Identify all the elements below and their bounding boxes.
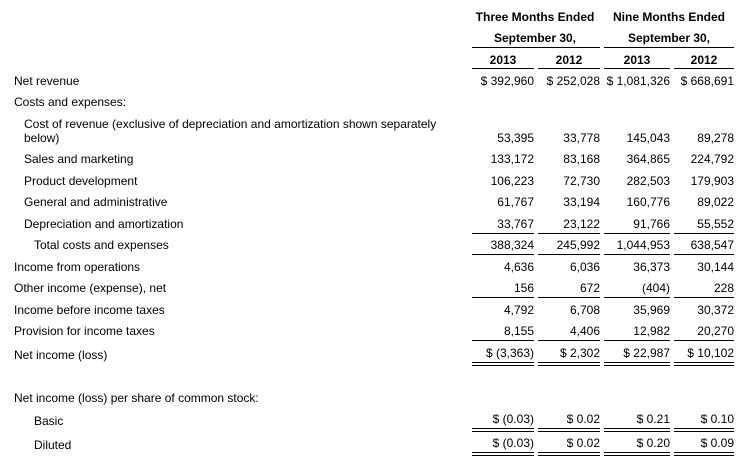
year-header: 2013 [489,53,517,67]
year-rule [472,68,534,69]
cell-value: 83,168 [563,152,600,166]
three-months-header: Three Months Ended [475,10,595,24]
cell-value: 388,324 [490,238,534,252]
cell-value: 179,903 [690,174,734,188]
cell-value: 36,373 [633,260,670,274]
subtotal-rule [538,340,600,341]
cell-value: $ 0.02 [566,412,600,426]
cell-value: 6,036 [569,260,600,274]
cell-value: 30,372 [697,303,734,317]
cell-value: 4,636 [503,260,534,274]
row-label: Sales and marketing [24,152,134,166]
year-rule [674,68,734,69]
row-label: Income before income taxes [14,303,165,317]
cell-value: 89,278 [697,131,734,145]
total-double-rule [674,362,734,366]
row-label: Total costs and expenses [34,238,169,252]
subtotal-rule [472,297,534,298]
cell-value: 145,043 [626,131,670,145]
cell-value: $ (3,363) [485,346,534,360]
cell-value: $ 0.02 [566,436,600,450]
cell-value: 228 [713,281,734,295]
cell-value: 91,766 [633,217,670,231]
cell-value: $ 1,081,326 [606,74,670,88]
cell-value: $ 0.21 [636,412,670,426]
subtotal-rule [472,340,534,341]
three-months-period: September 30, [493,31,577,45]
total-double-rule [472,362,534,366]
subtotal-rule [674,297,734,298]
subtotal-rule [604,233,670,234]
row-label: General and administrative [24,195,168,209]
total-double-rule [538,362,600,366]
year-rule [604,68,670,69]
cell-value: $ 22,987 [623,346,670,360]
cell-value: 4,792 [503,303,534,317]
total-double-rule [674,428,734,432]
cell-value: $ 0.09 [700,436,734,450]
cell-value: $ 0.20 [636,436,670,450]
cell-value: 672 [579,281,600,295]
cell-value: 156 [513,281,534,295]
subtotal-rule [538,297,600,298]
row-label: Product development [24,174,138,188]
cell-value: 224,792 [690,152,734,166]
cell-value: 33,767 [497,217,534,231]
section-label: Costs and expenses: [14,95,127,109]
cell-value: 72,730 [563,174,600,188]
cell-value: 8,155 [503,324,534,338]
subtotal-rule [604,297,670,298]
subtotal-rule [538,254,600,255]
cell-value: 364,865 [626,152,670,166]
cell-value: 106,223 [490,174,534,188]
cell-value: 53,395 [497,131,534,145]
subtotal-rule [538,233,600,234]
subtotal-rule [604,340,670,341]
cell-value: 33,778 [563,131,600,145]
total-double-rule [538,452,600,456]
subtotal-rule [472,254,534,255]
cell-value: 35,969 [633,303,670,317]
cell-value: $ 668,691 [680,74,734,88]
total-double-rule [674,452,734,456]
subtotal-rule [674,254,734,255]
cell-value: 638,547 [690,238,734,252]
row-label: Other income (expense), net [14,281,167,295]
subtotal-rule [674,340,734,341]
cell-value: 55,552 [697,217,734,231]
cell-value: 30,144 [697,260,734,274]
total-double-rule [472,428,534,432]
cell-value: 245,992 [556,238,600,252]
total-double-rule [472,452,534,456]
cell-value: $ (0.03) [492,436,534,450]
year-header: 2012 [555,53,583,67]
subtotal-rule [674,233,734,234]
total-double-rule [604,452,670,456]
cell-value: 89,022 [697,195,734,209]
cell-value: 1,044,953 [616,238,670,252]
header-rule [472,47,600,48]
row-label: Net revenue [14,74,80,88]
header-rule [604,47,734,48]
cell-value: $ 392,960 [480,74,534,88]
cell-value: 160,776 [626,195,670,209]
cell-value: 20,270 [697,324,734,338]
cell-value: 33,194 [563,195,600,209]
row-label: Provision for income taxes [14,324,155,338]
row-label: Basic [34,414,64,428]
cell-value: 61,767 [497,195,534,209]
cell-value: $ 252,028 [546,74,600,88]
cell-value: $ (0.03) [492,412,534,426]
year-header: 2013 [623,53,651,67]
row-label: Net income (loss) [14,348,108,362]
cell-value: 12,982 [633,324,670,338]
cell-value: $ 10,102 [687,346,734,360]
year-header: 2012 [690,53,718,67]
section-label: Net income (loss) per share of common stock: [14,391,259,405]
cell-value: 282,503 [626,174,670,188]
cell-value: (404) [641,281,670,295]
year-rule [538,68,600,69]
cell-value: $ 2,302 [559,346,600,360]
row-label: Diluted [34,438,72,452]
total-double-rule [604,362,670,366]
cell-value: 133,172 [490,152,534,166]
subtotal-rule [604,254,670,255]
subtotal-rule [472,233,534,234]
nine-months-period: September 30, [627,31,711,45]
cell-value: 23,122 [563,217,600,231]
cell-value: 6,708 [569,303,600,317]
row-label-continued: below) [24,131,60,145]
total-double-rule [538,428,600,432]
total-double-rule [604,428,670,432]
cell-value: $ 0.10 [700,412,734,426]
cell-value: 4,406 [569,324,600,338]
row-label: Depreciation and amortization [24,217,184,231]
nine-months-header: Nine Months Ended [613,10,725,24]
row-label: Income from operations [14,260,141,274]
row-label: Cost of revenue (exclusive of depreciation and amortization shown separately [24,117,437,131]
